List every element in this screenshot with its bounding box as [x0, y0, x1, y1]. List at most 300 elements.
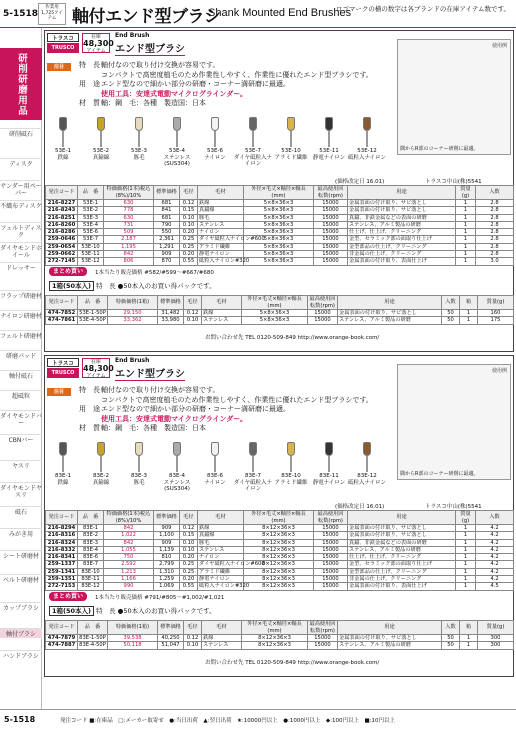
brush-item	[312, 111, 346, 173]
table-cell: 0.25	[180, 243, 198, 250]
column-header: 質量(g)	[478, 621, 514, 635]
table-cell: 83E-6	[78, 554, 104, 561]
column-header: 用途	[338, 296, 442, 310]
column-header: 外径×毛丈×軸径×軸長(mm)	[244, 511, 314, 525]
feature-list	[79, 61, 389, 109]
brush-code-text: 83E-3	[131, 473, 147, 479]
table-cell[interactable]: 216-8251	[46, 214, 78, 221]
table-cell[interactable]: 259-1337	[46, 561, 78, 568]
brush-shank-icon	[290, 456, 292, 472]
stock-label: 在庫	[90, 34, 101, 40]
brush-code-text: 83E-12	[357, 473, 377, 479]
brush-head-icon	[363, 117, 371, 131]
column-header: 入数	[476, 511, 514, 525]
table-row[interactable]	[46, 532, 514, 539]
column-header: 標準価格	[158, 621, 184, 635]
table-cell: 53E-1-50P	[79, 310, 106, 316]
table-cell: ダイヤ砥粒入ナイロン#600	[199, 236, 265, 243]
table-row[interactable]	[46, 554, 514, 561]
feature-text: コンパクトで高密度植毛のため作業性しやすく、作業性に優れたエンド型ブラシです。	[101, 70, 373, 79]
table-cell: 8×12×36×3	[244, 546, 314, 553]
brush-material: 砥粒入ナイロン	[347, 479, 387, 486]
table-row[interactable]	[46, 236, 514, 243]
column-header: 毛径	[184, 296, 202, 310]
table-cell: 2.8	[476, 214, 514, 221]
table-cell: 1	[456, 532, 476, 539]
table-cell: ナイロン	[198, 554, 244, 561]
table-row[interactable]	[46, 576, 514, 583]
table-row[interactable]	[46, 214, 514, 221]
sidebar-item[interactable]: ベルト研磨材	[0, 574, 42, 584]
table-cell: 53E-11	[78, 251, 104, 258]
column-header: 毛径	[184, 621, 202, 635]
table-cell: 51,047	[158, 642, 184, 649]
table-cell: 0.20	[180, 251, 198, 258]
table-cell: 15000	[314, 214, 348, 221]
table-cell: 1,213	[104, 568, 154, 575]
brush-head-icon	[211, 442, 219, 456]
table-header-row	[46, 186, 514, 200]
column-header: 質量(g)	[456, 511, 476, 525]
pack-row[interactable]	[46, 310, 514, 317]
table-row[interactable]	[46, 200, 514, 207]
column-header: 毛材	[198, 511, 244, 525]
table-cell: 750	[104, 554, 154, 561]
table-cell[interactable]: 216-8332	[46, 546, 78, 553]
table-cell: 39,538	[108, 635, 158, 642]
table-cell: 50	[442, 635, 460, 642]
page-number: 5-1518	[3, 9, 39, 19]
stock-items-box	[82, 358, 114, 379]
pack-row[interactable]	[46, 635, 514, 642]
column-header: 質量(g)	[478, 296, 514, 310]
table-cell[interactable]: 272-7153	[46, 583, 78, 590]
table-cell[interactable]: 216-8324	[46, 539, 78, 546]
sidebar-item[interactable]: ディスク	[0, 158, 42, 168]
table-cell: 0.12	[184, 310, 202, 317]
table-cell: 50,118	[108, 642, 158, 649]
table-cell: 83E-4	[78, 546, 104, 553]
table-cell: 砥粒入ナイロン#320	[199, 258, 250, 265]
table-row[interactable]	[46, 568, 514, 575]
sidebar-item[interactable]: 研磨パッド	[0, 350, 42, 360]
sidebar-item[interactable]: フェルトディスク	[0, 222, 42, 239]
table-cell: 1,195	[104, 243, 154, 250]
table-cell[interactable]: 259-1351	[46, 576, 78, 583]
table-row[interactable]	[46, 539, 514, 546]
brush-code	[347, 148, 387, 161]
table-cell: 50	[442, 310, 460, 317]
table-cell: 金型、セラミック部の面取り仕上げ	[348, 561, 456, 568]
table-cell: 金属表面の付け取り、サビ落とし	[338, 635, 442, 642]
brush-item	[347, 436, 387, 498]
brush-material: 真鍮線	[92, 154, 110, 161]
sidebar-item[interactable]: ダイヤモンドバー	[0, 410, 42, 427]
table-cell: 豚毛	[198, 214, 244, 221]
column-header: 外径×毛丈×軸径×軸長(mm)	[242, 296, 308, 310]
table-row[interactable]	[46, 207, 514, 214]
brush-shank-icon	[290, 131, 292, 147]
sidebar-item[interactable]: 超砥粒	[0, 390, 42, 400]
column-header: 最高使用回転数(rpm)	[308, 621, 338, 635]
table-cell: 8×12×36×3	[244, 532, 314, 539]
sidebar-item[interactable]: フラップ研磨材	[0, 290, 42, 300]
bulk-note: 1本当たり販売価格 #582/#599〜#667/#680	[95, 270, 214, 276]
usage-label: 使用例	[491, 368, 507, 374]
column-header: 最高使用回転数(rpm)	[314, 186, 348, 200]
brush-material: 砥粒入ナイロン	[347, 154, 387, 161]
table-cell[interactable]: 272-7145	[46, 258, 78, 265]
stock-items-box	[82, 33, 114, 54]
table-cell: 5×8×36×3	[244, 251, 314, 258]
brush-material: ダイヤ砥粒入ナイロン	[233, 479, 273, 492]
table-cell: 鉄線	[202, 310, 242, 317]
delivery-note: (価格改定日 16.01)	[335, 179, 385, 185]
table-cell: 1,139	[154, 546, 180, 553]
feature-text: 軸：鋼 毛：各種 製造国：日本	[101, 424, 206, 432]
table-row[interactable]	[46, 525, 514, 532]
brush-shank-icon	[328, 456, 330, 472]
table-cell: 静電ナイロン	[198, 251, 244, 258]
table-cell: 非金属の仕上げ、クリーニング	[348, 251, 456, 258]
sidebar-item[interactable]: ダイヤモンドホイール	[0, 242, 42, 259]
table-cell: 0.10	[180, 539, 198, 546]
table-cell: 4.2	[476, 576, 514, 583]
brush-material: 鉄線	[57, 479, 69, 486]
table-cell: 15000	[314, 532, 348, 539]
table-cell: 0.55	[180, 583, 198, 590]
table-cell: 5×8×36×3	[244, 229, 314, 236]
column-header: 毛材	[202, 296, 242, 310]
brush-code-text: 83E-4	[169, 473, 185, 479]
usage-label: 使用例	[491, 43, 507, 49]
table-row[interactable]	[46, 546, 514, 553]
table-cell: 15000	[314, 583, 348, 590]
table-row[interactable]	[46, 221, 514, 228]
table-cell: 鉄線	[198, 200, 244, 207]
brush-lineup	[47, 436, 397, 498]
sidebar-item[interactable]: ヤスリ	[0, 460, 42, 470]
table-row[interactable]	[46, 561, 514, 568]
usage-photo	[397, 364, 511, 480]
sidebar-item[interactable]: ダイヤモンドヤスリ	[0, 482, 42, 499]
table-cell: 5×8×36×3	[244, 236, 314, 243]
brush-head-icon	[59, 117, 67, 131]
table-cell[interactable]: 216-8294	[46, 525, 78, 532]
table-cell: 15000	[314, 207, 348, 214]
table-cell: 金属表面の付け取り、サビ落とし	[338, 310, 442, 317]
product-category: End Brush	[115, 357, 150, 364]
table-cell[interactable]: 216-8286	[46, 229, 78, 236]
table-cell: 砥粒入ナイロン#320	[199, 583, 250, 590]
column-header: 最高使用回転数(rpm)	[314, 511, 348, 525]
brush-code-text: 83E-2	[93, 473, 109, 479]
column-header: 毛径	[180, 511, 198, 525]
table-row[interactable]	[46, 229, 514, 236]
brush-head-icon	[363, 442, 371, 456]
brush-code	[233, 148, 273, 168]
maker-note: トラスコ中山(株)5541	[425, 504, 482, 510]
table-cell: 0.10	[180, 221, 198, 228]
table-cell: ステンレス	[202, 317, 242, 324]
feature-label: 特 長	[79, 386, 100, 394]
table-cell: 1,310	[154, 568, 180, 575]
table-cell: 8×12×36×3	[242, 642, 308, 649]
brush-code	[347, 473, 387, 486]
brush-code-text: 53E-11	[319, 148, 339, 154]
sidebar-item[interactable]: ドレッサー	[0, 262, 42, 272]
sidebar-item[interactable]: 軸付ブラシ	[0, 628, 42, 638]
table-cell: 0.12	[180, 525, 198, 532]
table-cell: 金属表面の付け取り、サビ落とし	[348, 207, 456, 214]
table-cell: 5×8×36×3	[244, 207, 314, 214]
table-header-row	[46, 511, 514, 525]
table-cell: 2.8	[476, 236, 514, 243]
table-cell: 83E-7	[78, 561, 104, 568]
order-tag: 注目	[47, 63, 71, 71]
table-cell: 1,100	[154, 532, 180, 539]
brush-head-icon	[173, 117, 181, 131]
table-cell: 15000	[308, 635, 338, 642]
brush-code	[157, 148, 197, 168]
table-cell: 630	[104, 200, 154, 207]
footer-page-number: 5-1518	[4, 715, 36, 724]
table-cell: 909	[154, 525, 180, 532]
table-row[interactable]	[46, 243, 514, 250]
table-cell[interactable]: 474-7852	[46, 310, 78, 317]
table-cell: 1	[460, 310, 478, 317]
table-cell[interactable]: 216-8260	[46, 221, 78, 228]
table-cell: 0.55	[180, 258, 198, 265]
sidebar	[0, 28, 42, 709]
table-cell: 2.8	[476, 221, 514, 228]
pack-label-text: 1箱(50本入)	[49, 281, 94, 291]
sidebar-item[interactable]: 軸付砥石	[0, 370, 42, 380]
table-cell[interactable]: 474-7887	[46, 642, 78, 649]
table-cell: 15000	[314, 251, 348, 258]
table-cell: ステンレス、アルミ製品の研磨	[348, 221, 456, 228]
brush-item	[127, 111, 151, 173]
table-cell: 53E-6	[78, 229, 104, 236]
brush-head-icon	[249, 442, 257, 456]
table-row[interactable]	[46, 251, 514, 258]
contact-note: お問い合わせ先 TEL 0120-509-849 http://www.orange-book.com/	[205, 335, 380, 341]
table-cell: 990	[104, 583, 154, 590]
page-header	[0, 0, 516, 28]
column-header: 品 番	[78, 296, 108, 310]
brush-code-text: 53E-7	[245, 148, 261, 154]
sidebar-item[interactable]: フェルト研磨材	[0, 330, 42, 340]
feature-line	[79, 415, 389, 425]
feature-text: エンド型なので細かい部分の研磨・コーナー満研磨に最適。	[101, 80, 290, 88]
feature-line	[79, 396, 389, 406]
sidebar-item[interactable]: ナイロン研磨材	[0, 310, 42, 320]
column-header: 発注コード	[46, 186, 78, 200]
brand-logo: TRUSCO	[47, 43, 79, 53]
table-cell[interactable]: 474-7879	[46, 635, 78, 642]
feature-line	[79, 424, 389, 434]
product-section	[44, 30, 514, 352]
column-header: 用途	[348, 511, 456, 525]
table-cell: 0.10	[180, 214, 198, 221]
table-cell: 2.8	[476, 207, 514, 214]
table-row[interactable]	[46, 583, 514, 590]
pack-table	[45, 295, 514, 325]
brush-material: ダイヤ砥粒入ナイロン	[233, 154, 273, 167]
brush-item	[165, 436, 189, 498]
table-cell: 0.10	[180, 546, 198, 553]
table-cell: ナイロン	[198, 229, 244, 236]
table-cell: 630	[104, 214, 154, 221]
table-cell: 金属表面の付け取り、サビ落とし	[348, 532, 456, 539]
brush-material: 鉄線	[57, 154, 69, 161]
table-cell: 鉄線	[198, 525, 244, 532]
brush-head-icon	[211, 117, 219, 131]
table-cell: 2.8	[476, 229, 514, 236]
table-cell: 1	[456, 583, 476, 590]
table-cell: 1	[460, 642, 478, 649]
table-cell: 15000	[314, 568, 348, 575]
column-header: 品 番	[78, 511, 104, 525]
contact-note: お問い合わせ先 TEL 0120-509-849 http://www.orange-book.com/	[205, 660, 380, 666]
table-cell: 53E-4-50P	[79, 317, 106, 324]
table-cell: 2.8	[476, 251, 514, 258]
brush-material: アラミド繊維	[274, 154, 308, 161]
page-title-en: Shank Mounted End Brushes	[208, 7, 352, 19]
brush-material: 豚毛	[133, 479, 145, 486]
brush-shank-icon	[366, 131, 368, 147]
sidebar-item[interactable]: カップブラシ	[0, 602, 42, 612]
brush-shank-icon	[138, 131, 140, 147]
pack-table	[45, 620, 514, 650]
brush-item	[203, 111, 227, 173]
feature-label: 特 長	[79, 61, 100, 69]
table-cell: 53E-3	[78, 214, 104, 221]
table-cell: 5×8×36×3	[242, 310, 308, 317]
table-cell: 15000	[314, 539, 348, 546]
sidebar-item[interactable]: 研削砥石	[0, 128, 42, 138]
sidebar-item[interactable]: 砥石	[0, 506, 42, 516]
table-cell: 1	[456, 221, 476, 228]
brush-head-icon	[287, 442, 295, 456]
sidebar-item[interactable]: 不織布ディスク	[0, 200, 42, 210]
table-cell: 8×12×36×3	[244, 554, 314, 561]
table-cell[interactable]: 259-0662	[46, 251, 78, 258]
sidebar-item[interactable]: みがき用	[0, 528, 42, 538]
column-header: 用途	[348, 186, 456, 200]
brush-head-icon	[135, 442, 143, 456]
table-cell: 83E-2	[78, 532, 104, 539]
column-header: 入数	[476, 186, 514, 200]
brush-code-text: 53E-2	[93, 148, 109, 154]
bulk-badge: まとめ買い	[49, 592, 87, 601]
column-header: 標準価格	[158, 296, 184, 310]
feature-label: 材 質	[79, 99, 100, 107]
table-cell[interactable]: 259-0654	[46, 243, 78, 250]
table-cell: 1	[456, 258, 476, 265]
table-cell: 841	[154, 207, 180, 214]
table-cell: 1,055	[104, 546, 154, 553]
table-cell: 842	[104, 539, 154, 546]
table-cell: 300	[478, 642, 514, 649]
brush-shank-icon	[328, 131, 330, 147]
table-cell[interactable]: 216-8243	[46, 207, 78, 214]
brush-shank-icon	[100, 131, 102, 147]
sidebar-item[interactable]: CBNバー	[0, 434, 42, 444]
table-cell: アラミド繊維	[198, 243, 244, 250]
table-cell: 0.25	[180, 568, 198, 575]
table-row[interactable]	[46, 258, 514, 265]
table-cell: 1,022	[104, 532, 154, 539]
brush-shank-icon	[252, 131, 254, 147]
brush-shank-icon	[366, 456, 368, 472]
brush-item	[233, 111, 273, 173]
brush-item	[274, 436, 308, 498]
table-cell[interactable]: 474-7861	[46, 317, 78, 324]
table-cell: 31,482	[158, 310, 184, 317]
table-cell: 15000	[314, 221, 348, 228]
table-cell[interactable]: 216-8227	[46, 200, 78, 207]
brush-item	[51, 111, 75, 173]
brush-shank-icon	[62, 131, 64, 147]
table-cell[interactable]: 216-8316	[46, 532, 78, 539]
table-cell: 15000	[314, 561, 348, 568]
sidebar-item[interactable]: シート研磨材	[0, 550, 42, 560]
table-cell[interactable]: 259-0646	[46, 236, 78, 243]
product-name: エンド型ブラシ	[115, 40, 185, 56]
table-cell[interactable]: 216-8341	[46, 554, 78, 561]
usage-photo	[397, 39, 511, 155]
brush-shank-icon	[176, 456, 178, 472]
table-cell: 175	[478, 317, 514, 324]
pack-row[interactable]	[46, 642, 514, 649]
table-cell: 2,361	[154, 236, 180, 243]
table-cell[interactable]: 259-1341	[46, 568, 78, 575]
brush-head-icon	[59, 442, 67, 456]
pack-row[interactable]	[46, 317, 514, 324]
table-cell: 1	[456, 229, 476, 236]
sidebar-item[interactable]: ハンドブラシ	[0, 650, 42, 660]
table-cell: 731	[104, 221, 154, 228]
table-cell: 8×12×36×3	[244, 568, 314, 575]
table-cell: 53E-10	[78, 243, 104, 250]
table-cell: 1	[456, 568, 476, 575]
product-table	[45, 510, 514, 591]
table-cell: 2,187	[104, 236, 154, 243]
sidebar-item[interactable]: サンダー用ペーパー	[0, 180, 42, 197]
feature-text: 使用工具：安達式電動マイクログラインダー。	[101, 414, 247, 423]
table-cell: 0.25	[180, 236, 198, 243]
column-header: 外径×毛丈×軸径×軸長(mm)	[242, 621, 308, 635]
table-cell: 909	[154, 251, 180, 258]
table-cell: 3.0	[476, 258, 514, 265]
table-cell: ステンレス、アルミ製品の研磨	[338, 317, 442, 324]
table-cell: 1	[460, 635, 478, 642]
usage-caption: 隅からR部のコーナー研削に最適。	[400, 471, 479, 477]
column-header: 最高使用回転数(rpm)	[308, 296, 338, 310]
table-cell: 真鍮線	[198, 532, 244, 539]
table-cell: 8×12×36×3	[244, 561, 314, 568]
table-cell: 0.20	[180, 229, 198, 236]
table-cell: 0.12	[184, 635, 202, 642]
product-category: End Brush	[115, 32, 150, 39]
feature-line	[79, 80, 389, 90]
table-cell: 1,069	[154, 583, 180, 590]
table-cell: 681	[154, 214, 180, 221]
pack-label	[49, 606, 216, 615]
column-header: 毛材	[198, 186, 244, 200]
table-cell: 300	[478, 635, 514, 642]
